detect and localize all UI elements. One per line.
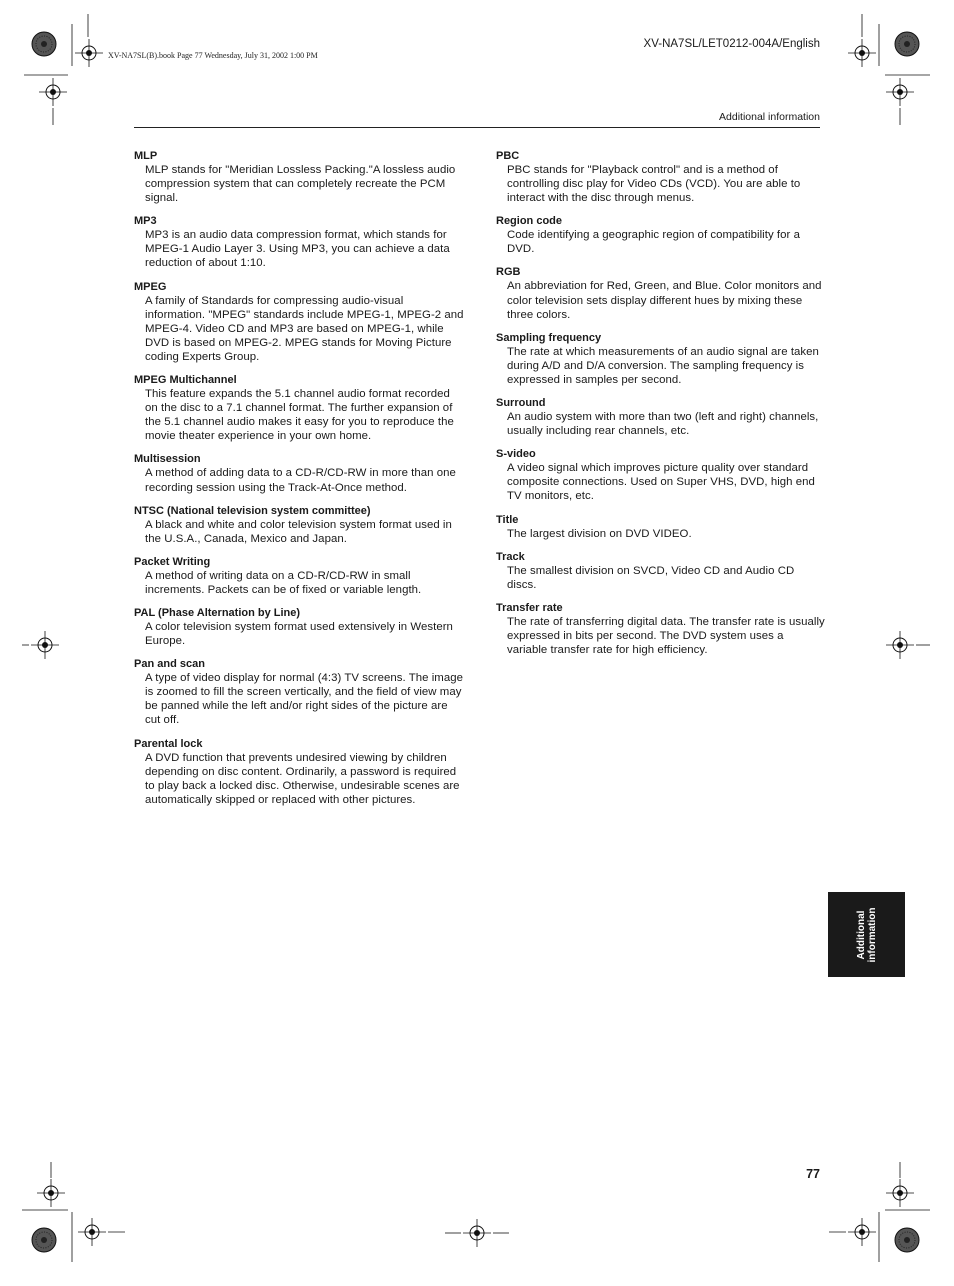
side-tab-line-1: Additional <box>855 910 867 959</box>
header-rule <box>134 127 820 128</box>
glossary-definition: The rate at which measurements of an audio signal are taken during A/D and D/A conversion. The sampling frequency is expressed in samples per second. <box>507 345 819 386</box>
glossary-term: MPEG <box>134 280 167 293</box>
glossary-entry-mpeg-multichannel <box>134 373 464 443</box>
glossary-entry-title <box>496 513 826 541</box>
glossary-term: Parental lock <box>134 737 203 750</box>
glossary-definition: A method of writing data on a CD-R/CD-RW in small increments. Packets can be of fixed or variable length. <box>145 569 422 596</box>
glossary-entry-packet-writing <box>134 555 464 597</box>
glossary-definition: The smallest division on SVCD, Video CD and Audio CD discs. <box>507 564 795 591</box>
glossary-term: Sampling frequency <box>496 331 602 344</box>
glossary-entry-rgb <box>496 265 826 321</box>
glossary-definition: The rate of transferring digital data. The transfer rate is usually expressed in bits per second. The DVD system uses a variable transfer rate for high efficiency. <box>507 615 825 656</box>
glossary-term: Track <box>496 550 525 563</box>
glossary-definition: MP3 is an audio data compression format, which stands for MPEG-1 Audio Layer 3. Using MP3, you can achieve a data reduction of about 1:10. <box>145 229 450 270</box>
glossary-term: Transfer rate <box>496 601 563 614</box>
page-number: 77 <box>806 1167 820 1181</box>
glossary-term: Packet Writing <box>134 555 211 568</box>
glossary-definition: Code identifying a geographic region of compatibility for a DVD. <box>507 229 800 256</box>
glossary-definition: A DVD function that prevents undesired viewing by children depending on disc content. Ordinarily, a password is required to play back a locked disc. Otherwise, undesirable scenes are automatically skipped or replaced with other pictures. <box>145 751 460 806</box>
glossary-definition: A type of video display for normal (4:3) TV screens. The image is zoomed to fill the screen vertically, and the field of view may be panned while the left and/or right sides of the picture are cut off. <box>145 672 463 727</box>
glossary-definition: MLP stands for "Meridian Lossless Packing."A lossless audio compression system that can completely recreate the PCM signal. <box>145 164 456 205</box>
doc-code: XV-NA7SL/LET0212-004A/English <box>643 38 820 50</box>
glossary-entry-parental-lock <box>134 737 464 807</box>
glossary-definition: An audio system with more than two (left and right) channels, usually including rear channels, etc. <box>507 411 819 438</box>
glossary-term: PAL (Phase Alternation by Line) <box>134 606 301 619</box>
glossary-entry-region-code <box>496 214 826 256</box>
glossary-definition: The largest division on DVD VIDEO. <box>507 527 692 540</box>
glossary-definition: A black and white and color television system format used in the U.S.A., Canada, Mexico and Japan. <box>145 518 452 545</box>
glossary-entry-mp3 <box>134 214 464 270</box>
glossary-term: NTSC (National television system committee) <box>134 504 371 517</box>
glossary-entry-transfer-rate <box>496 601 826 657</box>
glossary-term: Region code <box>496 215 563 228</box>
glossary-entry-mpeg <box>134 280 464 364</box>
glossary-definition: A method of adding data to a CD-R/CD-RW in more than one recording session using the Track-At-Once method. <box>145 467 456 494</box>
glossary-entry-track <box>496 550 826 592</box>
glossary-entry-mlp <box>134 149 464 205</box>
glossary-term: Pan and scan <box>134 658 205 671</box>
glossary-term: S-video <box>496 448 536 461</box>
glossary-definition: A video signal which improves picture quality over standard composite connections. Used on Super VHS, DVD, high end TV monitors, etc. <box>507 462 815 503</box>
glossary-term: Multisession <box>134 453 201 466</box>
glossary-definition: A family of Standards for compressing audio-visual information. "MPEG" standards include MPEG-1, MPEG-2 and MPEG-4. Video CD and MP3 are based on MPEG-1, while DVD is based on MPEG-2. MPEG stands for Moving Picture coding Experts Group. <box>145 294 464 363</box>
glossary-entry-surround <box>496 396 826 438</box>
print-info: XV-NA7SL(B).book Page 77 Wednesday, July 31, 2002 1:00 PM <box>108 51 318 60</box>
glossary-right-column <box>496 149 826 666</box>
glossary-term: Surround <box>496 397 546 410</box>
glossary-definition: PBC stands for "Playback control" and is a method of controlling disc play for Video CDs (VCD). You are able to interact with the disc through menus. <box>507 164 801 205</box>
glossary-entry-pal <box>134 606 464 648</box>
glossary-entry-multisession <box>134 452 464 494</box>
glossary-term: MP3 <box>134 215 157 228</box>
glossary-term: Title <box>496 513 519 526</box>
glossary-term: MLP <box>134 150 158 162</box>
section-side-tab <box>828 892 905 977</box>
side-tab-line-2: information <box>866 907 878 962</box>
glossary-entry-ntsc <box>134 504 464 546</box>
glossary-definition: This feature expands the 5.1 channel audio format recorded on the disc to a 7.1 channel format. The further expansion of the 5.1 channel audio makes it easy for you to reproduce the movie theater experience in your own home. <box>145 388 454 443</box>
glossary-definition: A color television system format used extensively in Western Europe. <box>145 620 453 648</box>
glossary-term: RGB <box>496 266 521 279</box>
glossary-entry-pan-and-scan <box>134 657 464 727</box>
glossary-entry-pbc <box>496 149 826 205</box>
glossary-definition: An abbreviation for Red, Green, and Blue. Color monitors and color television sets display different hues by mixing these three colors. <box>507 280 822 321</box>
section-label: Additional information <box>719 111 820 123</box>
glossary-entry-sampling-frequency <box>496 331 826 387</box>
glossary-left-column <box>134 149 464 816</box>
glossary-term: PBC <box>496 150 520 162</box>
glossary-entry-s-video <box>496 447 826 503</box>
side-tab-label <box>856 907 878 962</box>
glossary-term: MPEG Multichannel <box>134 374 237 387</box>
